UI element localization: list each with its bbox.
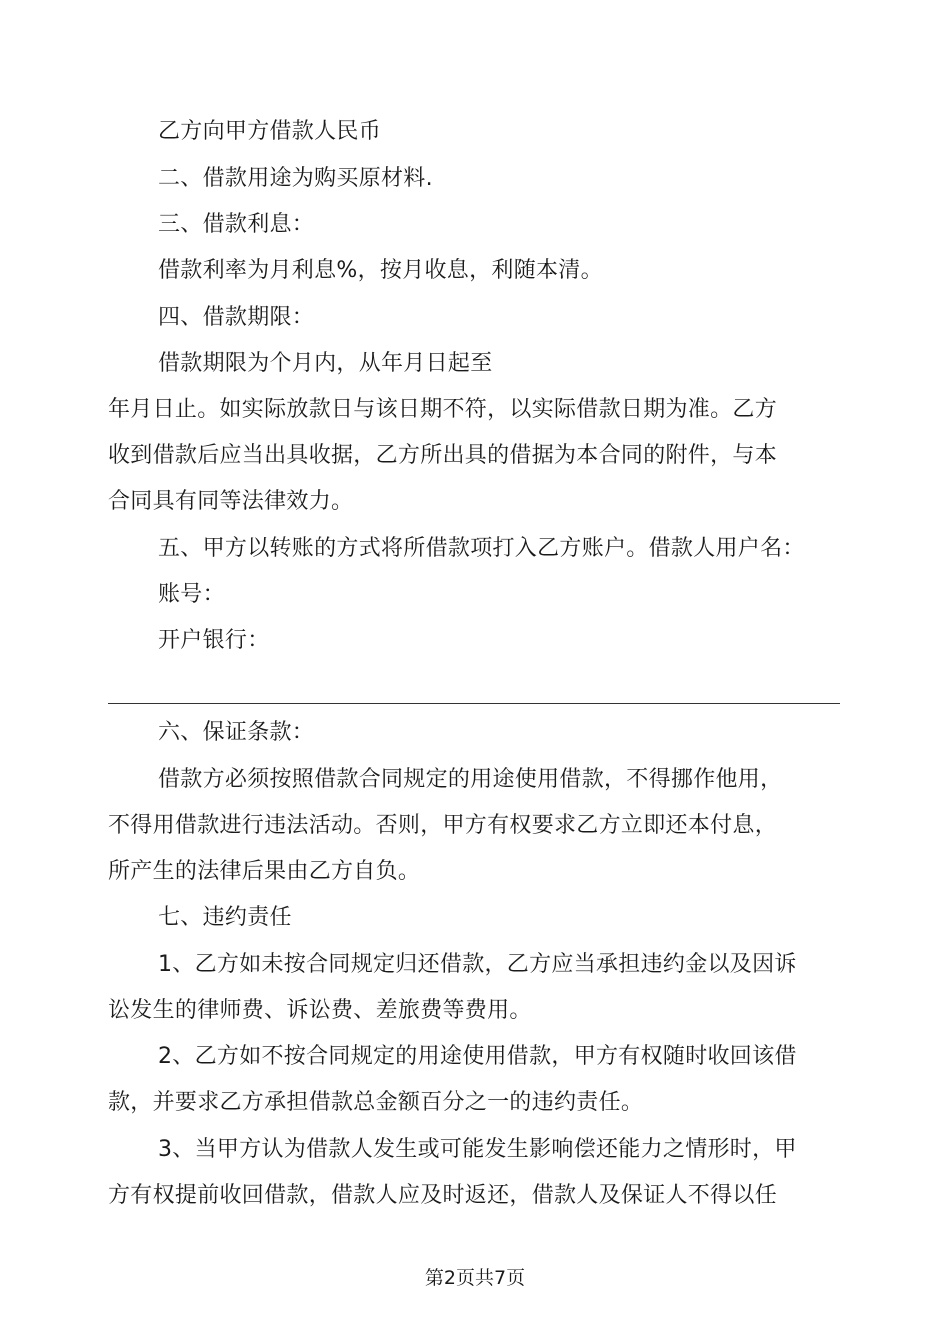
section-heading: 四、借款期限：: [158, 305, 315, 330]
text-line: 乙方向甲方借款人民币: [158, 119, 382, 144]
text-line: 借款方必须按照借款合同规定的用途使用借款，不得挪作他用，: [158, 767, 783, 792]
text-line: 账号：: [158, 582, 225, 607]
horizontal-divider: [108, 703, 840, 704]
section-heading: 三、借款利息：: [158, 212, 315, 237]
text-line: 款，并要求乙方承担借款总金额百分之一的违约责任。: [108, 1090, 644, 1115]
text-line: 1、乙方如未按合同规定归还借款，乙方应当承担违约金以及因诉: [158, 952, 797, 977]
text-line: 五、甲方以转账的方式将所借款项打入乙方账户。借款人用户名：: [158, 536, 805, 561]
text-line: 不得用借款进行违法活动。否则，甲方有权要求乙方立即还本付息，: [108, 813, 778, 838]
section-heading: 七、违约责任: [158, 905, 292, 930]
section-heading: 六、保证条款：: [158, 720, 315, 745]
text-line: 方有权提前收回借款，借款人应及时返还，借款人及保证人不得以任: [108, 1183, 778, 1208]
text-line: 借款利率为月利息%，按月收息，利随本清。: [158, 258, 603, 283]
text-line: 二、借款用途为购买原材料.: [158, 166, 433, 191]
text-line: 所产生的法律后果由乙方自负。: [108, 859, 421, 884]
text-line: 收到借款后应当出具收据，乙方所出具的借据为本合同的附件，与本: [108, 443, 778, 468]
text-line: 开户银行：: [158, 628, 270, 653]
text-line: 讼发生的律师费、诉讼费、差旅费等费用。: [108, 998, 532, 1023]
text-line: 合同具有同等法律效力。: [108, 489, 354, 514]
text-line: 2、乙方如不按合同规定的用途使用借款，甲方有权随时收回该借: [158, 1044, 797, 1069]
text-line: 3、当甲方认为借款人发生或可能发生影响偿还能力之情形时，甲: [158, 1137, 797, 1162]
text-line: 年月日止。如实际放款日与该日期不符，以实际借款日期为准。乙方: [108, 397, 778, 422]
text-line: 借款期限为个月内，从年月日起至: [158, 351, 493, 376]
page-number-footer: 第2页共7页: [424, 1267, 526, 1289]
